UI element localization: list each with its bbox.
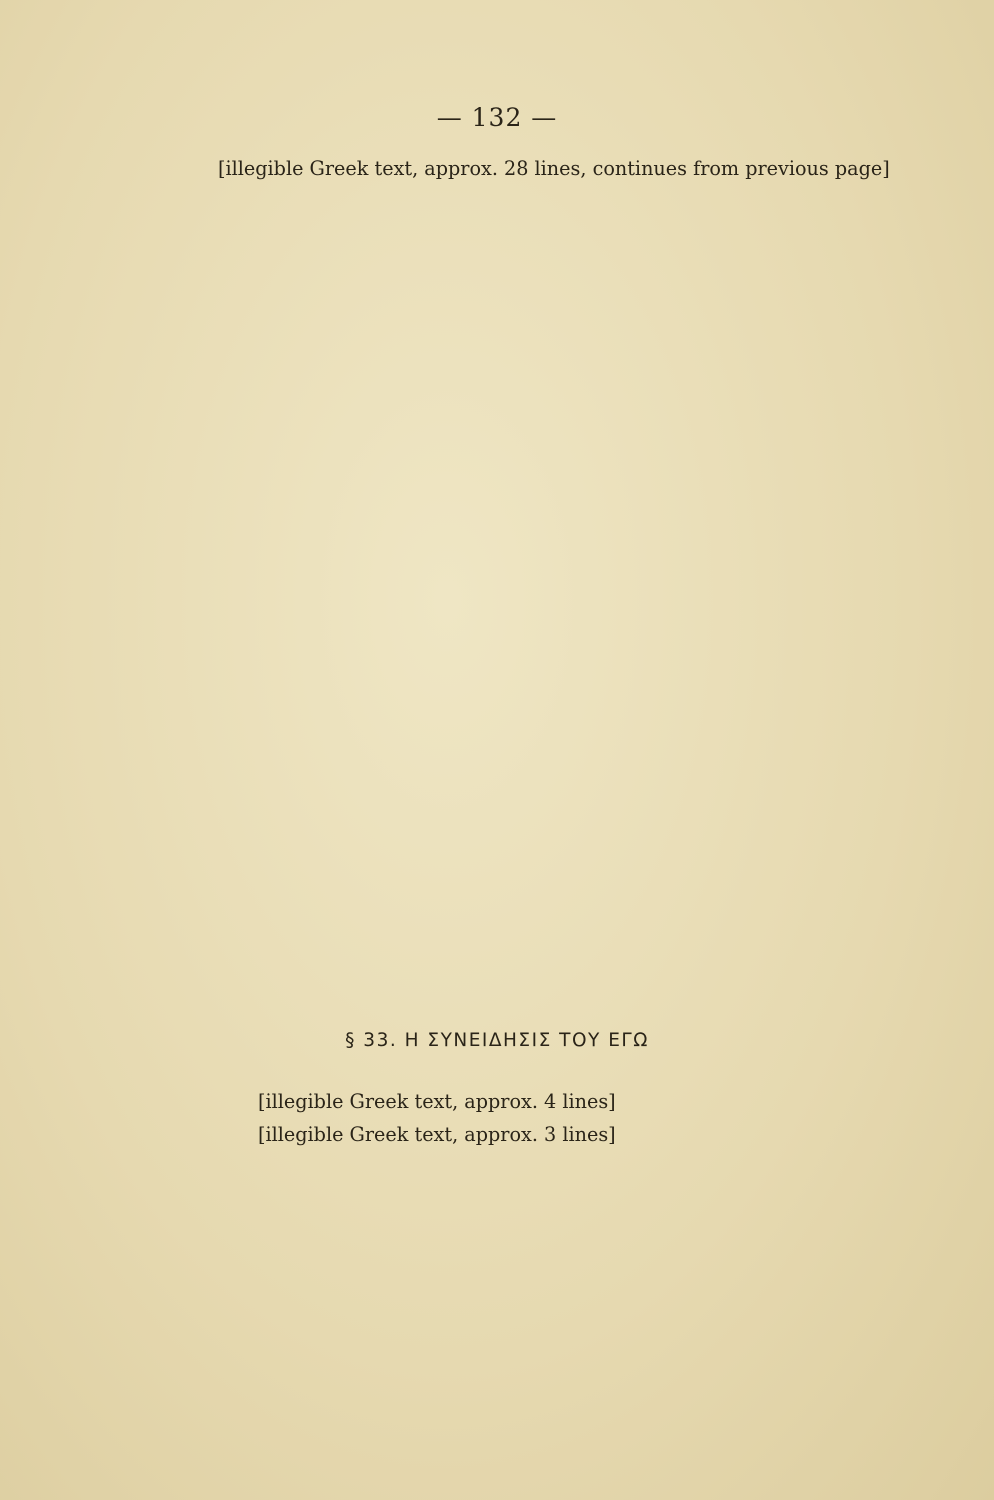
paragraph-self-representation: [illegible Greek text, approx. 4 lines]: [258, 1090, 616, 1113]
paragraph-continuation: [illegible Greek text, approx. 28 lines, continues from previous page]: [218, 157, 890, 180]
section-heading: § 33. Η ΣΥΝΕΙΔΗΣΙΣ ΤΟΥ ΕΓΩ: [345, 1030, 649, 1051]
page-number: — 132 —: [436, 103, 558, 132]
section-text-block: [218, 1085, 934, 1152]
paragraph-body: [illegible Greek text, approx. 3 lines]: [258, 1123, 616, 1147]
main-text-block: [218, 152, 934, 185]
